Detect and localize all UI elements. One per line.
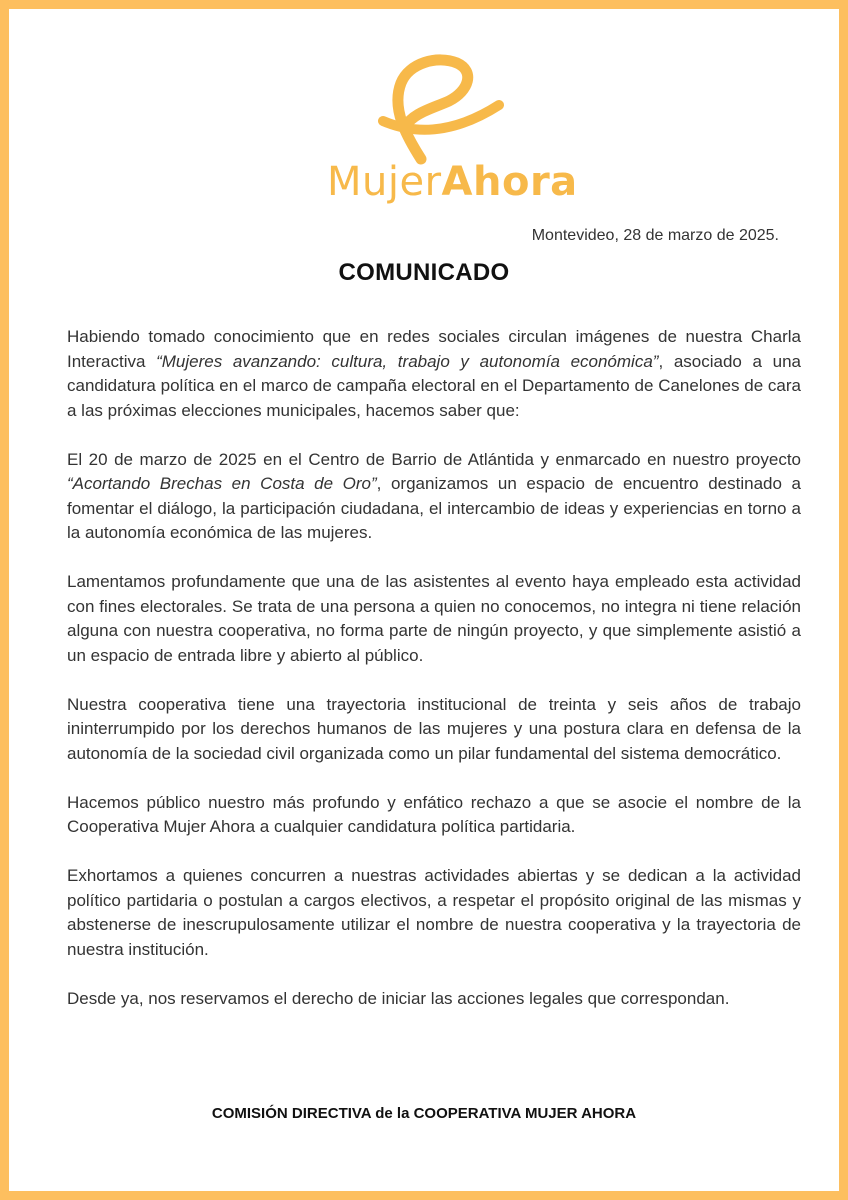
paragraph-1-start: Habiendo tomado conocimiento que en redes sociales circulan imágenes de nuestra Charla Interactiva (67, 327, 801, 371)
paragraph-3: Lamentamos profundamente que una de las asistentes al evento haya empleado esta actividad con fines electorales. Se trata de una persona a quien no conocemos, no integra ni tiene relación alguna con nuestra cooperativa, no forma parte de ningún proyecto, y que simplemente asistió a un espacio de entrada libre y abierto al público. (67, 572, 801, 665)
paragraph-1 (67, 325, 801, 423)
paragraph-2 (67, 448, 801, 546)
logo-wordmark (327, 159, 578, 205)
brand-logo (309, 47, 578, 212)
paragraph-7: Desde ya, nos reservamos el derecho de iniciar las acciones legales que correspondan. (67, 988, 730, 1008)
signature: COMISIÓN DIRECTIVA de la COOPERATIVA MUJER AHORA (211, 1105, 637, 1122)
logo-word-ahora: Ahora (441, 159, 578, 205)
event-title: “Mujeres avanzando: cultura, trabajo y autonomía económica” (156, 351, 659, 371)
paragraph-5: Hacemos público nuestro más profundo y enfático rechazo a que se asocie el nombre de la Cooperativa Mujer Ahora a cualquier candidatura política partidaria. (67, 792, 801, 836)
logo-word-mujer: Mujer (327, 159, 442, 205)
date-line: Montevideo, 28 de marzo de 2025. (531, 227, 779, 244)
paragraph-6: Exhortamos a quienes concurren a nuestras actividades abiertas y se dedican a la actividad político partidaria o postulan a cargos electivos, a respetar el propósito original de las mismas y abstenerse de inescrupulosamente utilizar el nombre de nuestra cooperativa y la trayectoria de nuestra institución. (67, 866, 801, 959)
paragraph-4: Nuestra cooperativa tiene una trayectoria institucional de treinta y seis años de trabajo ininterrumpido por los derechos humanos de las mujeres y una postura clara en defensa de la autonomía de la sociedad civil organizada como un pilar fundamental del sistema democrático. (67, 694, 801, 763)
ribbon-venus-icon (309, 47, 559, 167)
paragraph-2-end: , organizamos un espacio de encuentro destinado a fomentar el diálogo, la participación ciudadana, el intercambio de ideas y experiencias en torno a la autonomía económica de las mujeres. (67, 474, 801, 542)
paragraph-1-end: , asociado a una candidatura política en el marco de campaña electoral en el Departamento de Canelones de cara a las próximas elecciones municipales, hacemos saber que: (67, 351, 801, 420)
paragraph-2-start: El 20 de marzo de 2025 en el Centro de Barrio de Atlántida y enmarcado en nuestro proyecto (67, 449, 801, 469)
page-title: COMUNICADO (338, 259, 510, 286)
body-text (67, 325, 801, 1036)
project-title: “Acortando Brechas en Costa de Oro” (67, 474, 377, 493)
